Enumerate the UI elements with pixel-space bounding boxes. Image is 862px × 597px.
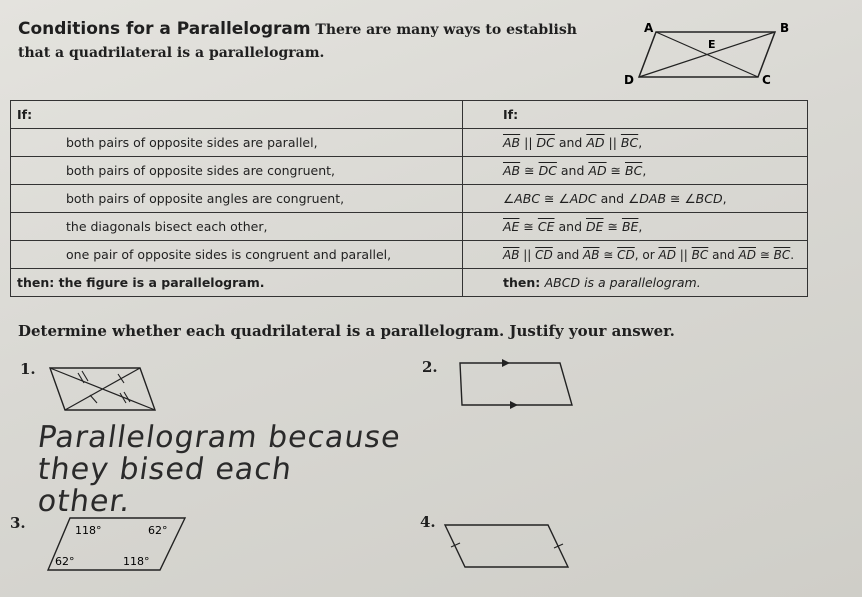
problem-4-number: 4. bbox=[420, 513, 436, 531]
segment: AD bbox=[658, 247, 676, 262]
segment: AB bbox=[583, 247, 600, 262]
segment: AD bbox=[738, 247, 756, 262]
table-row bbox=[11, 241, 808, 269]
instructions: Determine whether each quadrilateral is a parallelogram. Justify your answer. bbox=[18, 322, 675, 340]
segment: AD bbox=[586, 135, 605, 150]
table-row bbox=[11, 185, 808, 213]
angle-label-bottom-left: 62° bbox=[55, 555, 75, 568]
section-title: Conditions for a Parallelogram bbox=[18, 19, 311, 39]
symbol: || bbox=[520, 135, 537, 150]
segment: AB bbox=[503, 135, 521, 150]
table-header-row bbox=[11, 101, 808, 129]
symbol: ≅ bbox=[599, 247, 618, 262]
punctuation: , bbox=[638, 135, 643, 150]
symbol: ≅ bbox=[519, 219, 538, 234]
segment: AE bbox=[503, 219, 520, 234]
if-right-header: If: bbox=[463, 101, 808, 129]
angle: ∠DAB bbox=[628, 191, 667, 206]
vertex-label-a: A bbox=[644, 22, 654, 35]
segment: BC bbox=[620, 135, 639, 150]
condition-text: the diagonals bisect each other, bbox=[11, 213, 463, 241]
then-conclusion: ABCD is a parallelogram. bbox=[544, 275, 701, 290]
problem-1-number: 1. bbox=[20, 360, 36, 378]
problem-1-figure bbox=[40, 365, 165, 415]
table-conclusion-row bbox=[11, 269, 808, 297]
segment: BC bbox=[691, 247, 709, 262]
punctuation: , bbox=[638, 219, 643, 234]
punctuation: , bbox=[642, 163, 647, 178]
if-left-header: If: bbox=[11, 101, 463, 129]
punctuation: , bbox=[722, 191, 727, 206]
condition-math bbox=[463, 213, 808, 241]
handwritten-answer-line-2: they bised each bbox=[35, 452, 295, 487]
symbol: ≅ bbox=[603, 219, 622, 234]
symbol: || bbox=[604, 135, 621, 150]
center-label-e: E bbox=[708, 38, 716, 51]
symbol: ≅ bbox=[666, 191, 685, 206]
angle: ∠ADC bbox=[558, 191, 597, 206]
angle-label-top-right: 62° bbox=[148, 524, 168, 537]
segment: BC bbox=[773, 247, 791, 262]
conjunction: and bbox=[596, 191, 629, 206]
handwritten-answer-line-3: other. bbox=[35, 484, 134, 519]
conjunction: , or bbox=[634, 247, 659, 262]
problem-4-figure bbox=[440, 520, 580, 572]
segment: DC bbox=[538, 163, 557, 178]
condition-math bbox=[463, 185, 808, 213]
angle-label-top-left: 118° bbox=[75, 524, 102, 537]
conjunction: and bbox=[556, 163, 589, 178]
symbol: || bbox=[675, 247, 692, 262]
segment: AD bbox=[588, 163, 607, 178]
segment: DE bbox=[585, 219, 604, 234]
angle-label-bottom-right: 118° bbox=[123, 555, 150, 568]
vertex-label-b: B bbox=[780, 22, 790, 35]
condition-text: both pairs of opposite sides are congruent, bbox=[11, 157, 463, 185]
conjunction: and bbox=[552, 247, 584, 262]
vertex-label-d: D bbox=[624, 73, 634, 87]
then-left: then: the figure is a parallelogram. bbox=[11, 269, 463, 297]
vertex-label-c: C bbox=[762, 73, 771, 87]
condition-math bbox=[463, 241, 808, 269]
condition-math bbox=[463, 129, 808, 157]
conjunction: and bbox=[554, 219, 586, 234]
table-row bbox=[11, 213, 808, 241]
then-label: then: bbox=[503, 275, 545, 290]
then-right bbox=[463, 269, 808, 297]
punctuation: . bbox=[790, 247, 795, 262]
symbol: ≅ bbox=[606, 163, 625, 178]
segment: BC bbox=[625, 163, 643, 178]
condition-text: both pairs of opposite sides are parallel, bbox=[11, 129, 463, 157]
segment: AB bbox=[503, 247, 520, 262]
segment: DC bbox=[536, 135, 555, 150]
problem-2-figure bbox=[440, 358, 580, 410]
condition-text: one pair of opposite sides is congruent and parallel, bbox=[11, 241, 463, 269]
symbol: ≅ bbox=[520, 163, 539, 178]
problem-3-number: 3. bbox=[10, 514, 26, 532]
handwritten-answer-line-1: Parallelogram because bbox=[35, 420, 404, 455]
condition-text: both pairs of opposite angles are congruent, bbox=[11, 185, 463, 213]
conjunction: and bbox=[554, 135, 587, 150]
angle: ∠BCD bbox=[684, 191, 723, 206]
symbol: ≅ bbox=[540, 191, 559, 206]
symbol: ≅ bbox=[755, 247, 774, 262]
segment: CE bbox=[537, 219, 555, 234]
intro-description: There are many ways to establish that a quadrilateral is a parallelogram. bbox=[18, 22, 577, 61]
segment: CD bbox=[617, 247, 635, 262]
table-row bbox=[11, 157, 808, 185]
conditions-table bbox=[10, 100, 808, 297]
table-row bbox=[11, 129, 808, 157]
segment: BE bbox=[621, 219, 639, 234]
problem-2-number: 2. bbox=[422, 358, 438, 376]
angle: ∠ABC bbox=[503, 191, 541, 206]
condition-math bbox=[463, 157, 808, 185]
segment: CD bbox=[535, 247, 553, 262]
segment: AB bbox=[503, 163, 521, 178]
symbol: || bbox=[519, 247, 536, 262]
reference-parallelogram-figure bbox=[620, 22, 795, 97]
problem-3-figure bbox=[45, 515, 195, 575]
conjunction: and bbox=[708, 247, 739, 262]
intro-text bbox=[18, 18, 578, 64]
